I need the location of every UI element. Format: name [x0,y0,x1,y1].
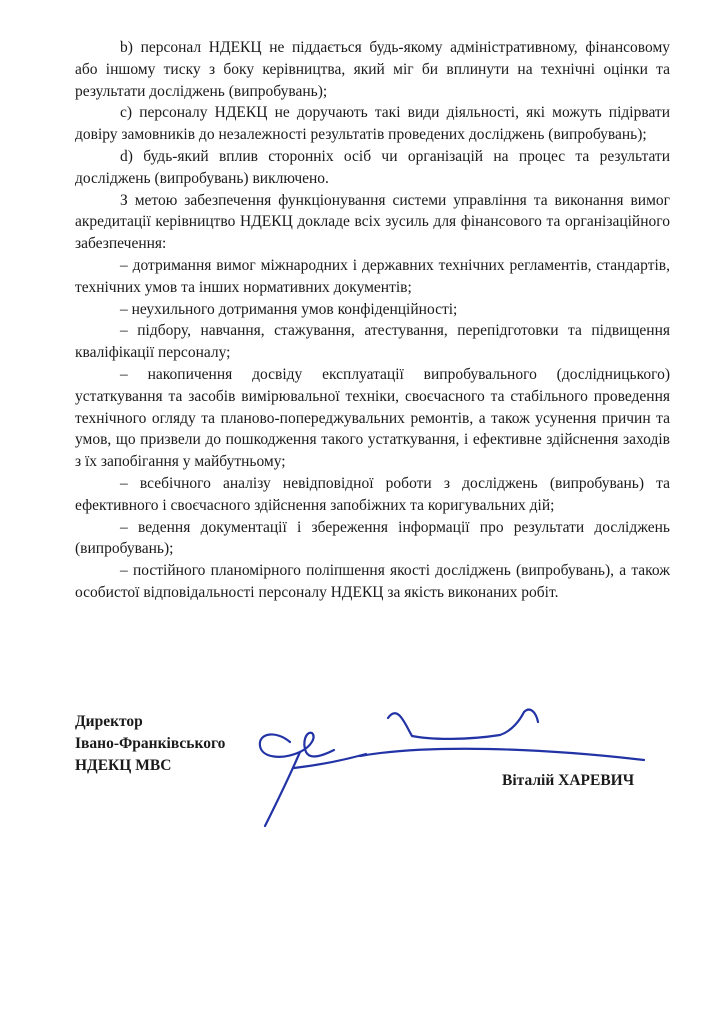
bullet-item: – накопичення досвіду експлуатації випробувального (дослідницького) устаткування та засобів вимірювальної техніки, своєчасного та стабільного проведення технічного огляду та планово-попереджувальних ремонтів, а також усунення причин та умов, що призвели до пошкодження такого устаткування, і ефективне здійснення заходів з їх запобігання у майбутньому; [75,365,670,471]
item-text: будь-який вплив сторонніх осіб чи організацій на процес та результати досліджень (випробувань) виключено. [75,147,670,187]
signature-stroke-upper [388,710,538,739]
signature-stroke-loop [260,733,334,757]
signatory-name: Віталій ХАРЕВИЧ [502,772,635,789]
bullet-item: – постійного планомірного поліпшення якості досліджень (випробувань), а також особистої відповідальності персоналу НДЕКЦ за якість виконаних робіт. [75,562,670,601]
intro-paragraph: З метою забезпечення функціонування системи управління та виконання вимог акредитації керівництво НДЕКЦ докладе всіх зусиль для фінансового та організаційного забезпечення: [75,191,670,253]
bullet-item: – ведення документації і збереження інформації про результати досліджень (випробувань); [75,518,670,558]
item-marker: b) [120,39,133,56]
signature-stroke-tail [265,752,300,826]
bullet-item: – всебічного аналізу невідповідної роботи з досліджень (випробувань) та ефективного і своєчасного здійснення запобіжних та коригувальних дій; [75,474,670,514]
signatory-organization-line2: НДЕКЦ МВС [75,757,172,774]
bullet-item: – неухильного дотримання умов конфіденційності; [120,300,458,318]
signature-stroke-sweep [360,749,644,760]
bullet-item: – дотримання вимог міжнародних і державних технічних регламентів, стандартів, технічних умов та інших нормативних документів; [75,256,670,296]
item-text: персоналу НДЕКЦ не доручають такі види діяльності, які можуть підірвати довіру замовників до незалежності результатів проведених досліджень (випробувань); [75,104,670,144]
item-marker: d) [120,147,133,165]
signatory-organization: Івано-Франківського [75,735,226,752]
signature-stroke-cross [294,754,366,768]
item-text: персонал НДЕКЦ не піддається будь-якому адміністративному, фінансовому або іншому тиску з боку керівництва, який міг би вплинути на технічні оцінки та результати досліджень (випробувань); [75,39,670,100]
bullet-item: – підбору, навчання, стажування, атестування, перепідготовки та підвищення кваліфікації персоналу; [75,322,670,362]
signatory-position: Директор [75,713,143,730]
item-marker: c) [120,104,133,122]
